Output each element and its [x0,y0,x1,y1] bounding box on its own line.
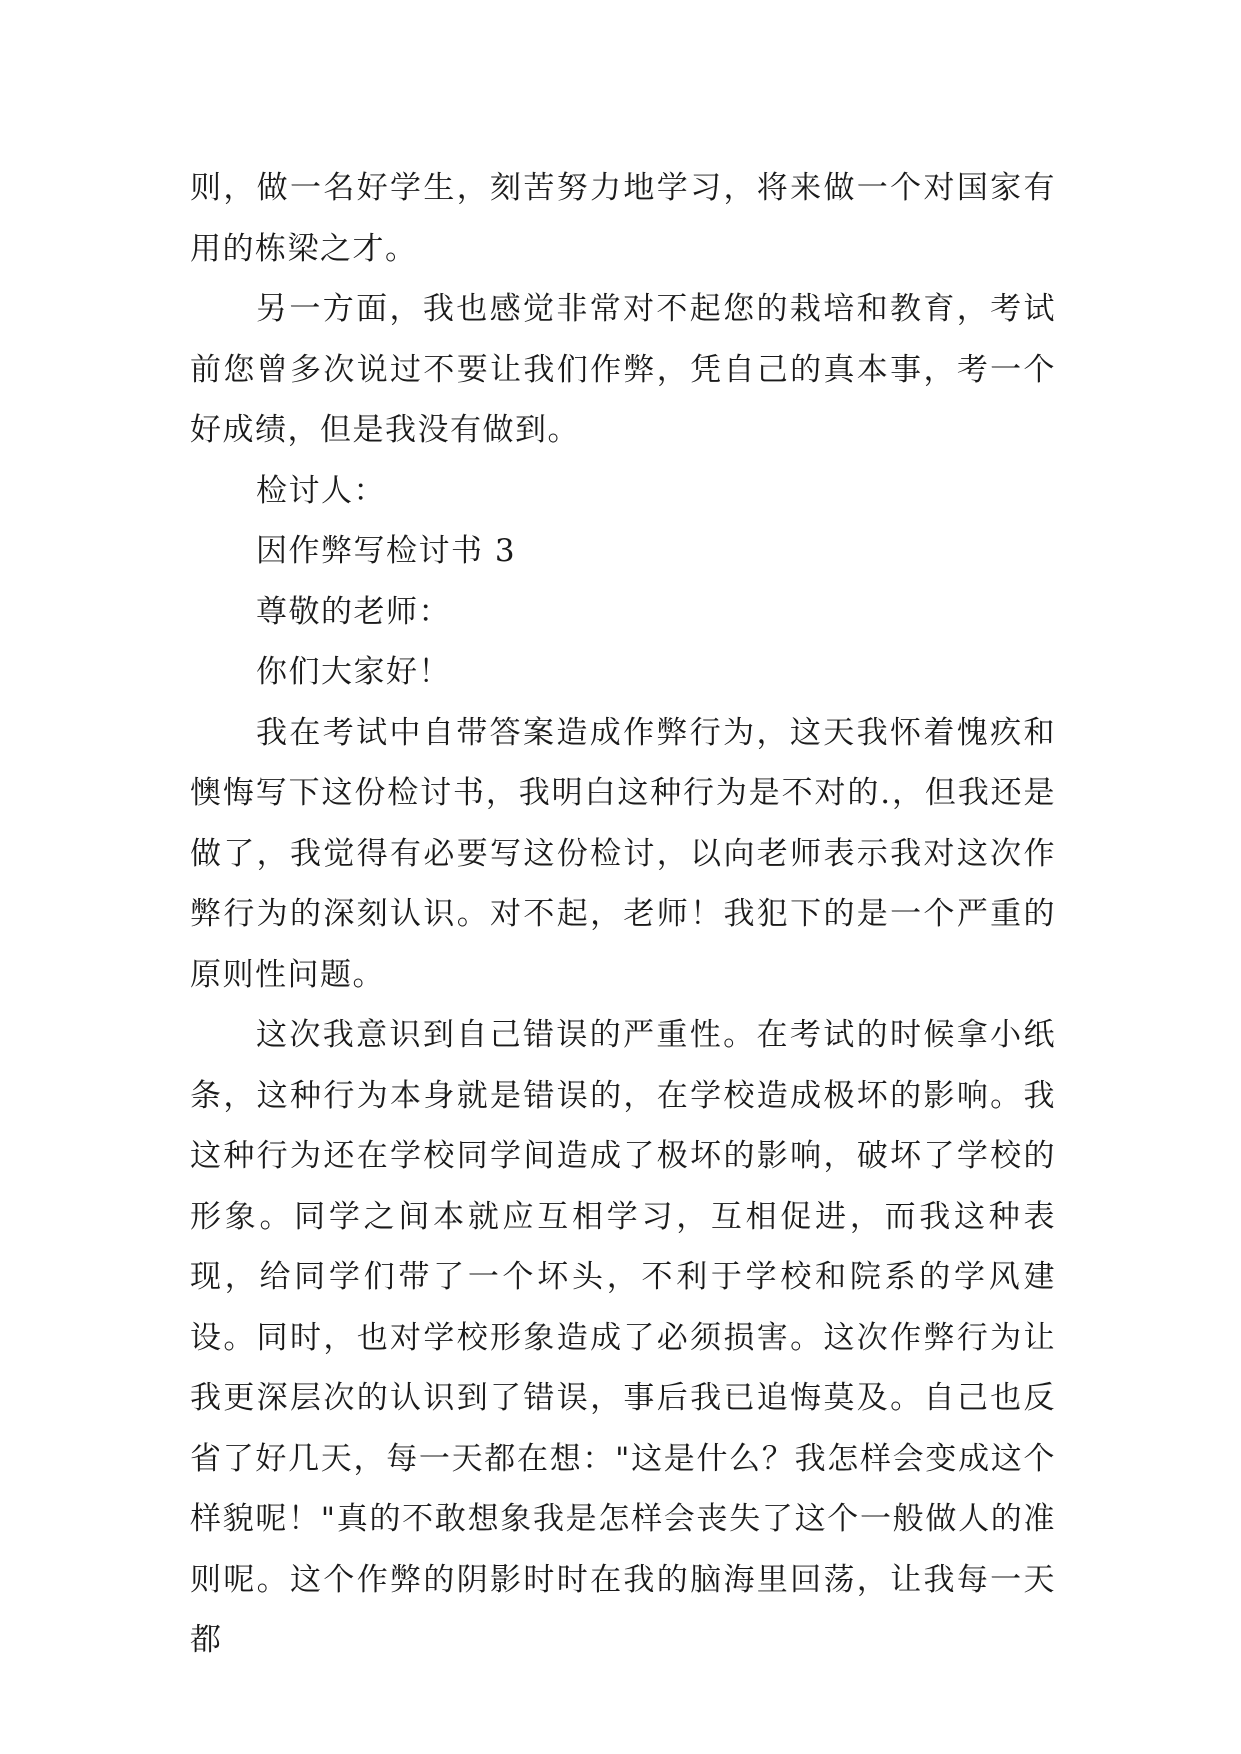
document-body [190,158,1056,1671]
salutation: 尊敬的老师： [256,593,451,630]
paragraph-2: 另一方面，我也感觉非常对不起您的栽培和教育，考试前您曾多次说过不要让我们作弊，凭自己的真本事，考一个好成绩，但是我没有做到。 [190,291,1056,448]
greeting: 你们大家好！ [256,654,451,690]
paragraph-3: 我在考试中自带答案造成作弊行为，这天我怀着愧疚和懊悔写下这份检讨书，我明白这种行为是不对的.，但我还是做了，我觉得有必要写这份检讨，以向老师表示我对这次作弊行为的深刻认识。对不起，老师！我犯下的是一个严重的原则性问题。 [190,714,1056,993]
paragraph-4: 这次我意识到自己错误的严重性。在考试的时候拿小纸条，这种行为本身就是错误的，在学校造成极坏的影响。我这种行为还在学校同学间造成了极坏的影响，破坏了学校的形象。同学之间本就应互相学习，互相促进，而我这种表现，给同学们带了一个坏头，不利于学校和院系的学风建设。同时，也对学校形象造成了必须损害。这次作弊行为让我更深层次的认识到了错误，事后我已追悔莫及。自己也反省了好几天，每一天都在想："这是什么？我怎样会变成这个样貌呢！"真的不敢想象我是怎样会丧失了这个一般做人的准则呢。这个作弊的阴影时时在我的脑海里回荡，让我每一天都 [190,1017,1056,1658]
paragraph-1: 则，做一名好学生，刻苦努力地学习，将来做一个对国家有用的栋梁之才。 [190,170,1056,267]
section-heading: 因作弊写检讨书 3 [256,533,517,569]
paragraph-signature: 检讨人： [256,472,386,509]
